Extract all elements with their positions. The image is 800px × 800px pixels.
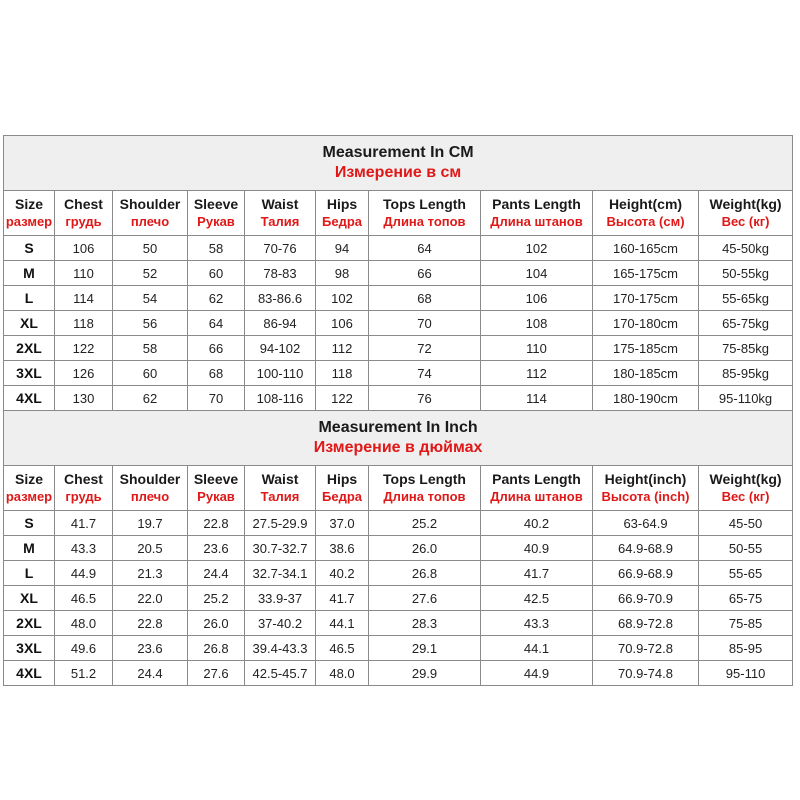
header-label: Hips [326,196,358,212]
cell-shoulder: 21.3 [113,561,188,586]
cell-waist: 42.5-45.7 [245,661,316,686]
cell-tops-length: 72 [369,336,481,361]
cell-size: S [4,511,55,536]
header-label: Pants Length [492,471,581,487]
cell-height: 70.9-74.8 [593,661,699,686]
cell-waist: 33.9-37 [245,586,316,611]
table-row [4,511,793,536]
cell-shoulder: 19.7 [113,511,188,536]
cell-weight: 75-85kg [699,336,793,361]
cell-height: 68.9-72.8 [593,611,699,636]
cell-hips: 94 [316,236,369,261]
table-row [4,561,793,586]
cm-header-tops-length [369,191,481,236]
inch-header-height [593,466,699,511]
inch-header-shoulder [113,466,188,511]
cell-waist: 83-86.6 [245,286,316,311]
cell-height: 160-165cm [593,236,699,261]
inch-header-pants-length [481,466,593,511]
cell-weight: 50-55kg [699,261,793,286]
cell-chest: 49.6 [55,636,113,661]
cell-tops-length: 25.2 [369,511,481,536]
cell-pants-length: 112 [481,361,593,386]
cell-shoulder: 52 [113,261,188,286]
cell-height: 170-175cm [593,286,699,311]
table-row [4,611,793,636]
cell-height: 180-190cm [593,386,699,411]
cm-header-waist [245,191,316,236]
cell-pants-length: 108 [481,311,593,336]
header-label: Sleeve [193,471,239,487]
cell-pants-length: 106 [481,286,593,311]
cell-height: 165-175cm [593,261,699,286]
cell-hips: 40.2 [316,561,369,586]
cell-size: M [4,536,55,561]
cm-title-ru: Измерение в см [334,164,462,181]
cell-sleeve: 58 [188,236,245,261]
header-label: Height(cm) [608,196,683,212]
cm-title-row [4,136,793,191]
cell-weight: 85-95 [699,636,793,661]
cell-pants-length: 41.7 [481,561,593,586]
inch-header-size [4,466,55,511]
cm-header-row [4,191,793,236]
cell-waist: 27.5-29.9 [245,511,316,536]
header-label: Height(inch) [604,471,687,487]
cell-chest: 44.9 [55,561,113,586]
cell-hips: 102 [316,286,369,311]
header-label-ru: Длина топов [383,214,466,229]
cell-pants-length: 104 [481,261,593,286]
cm-header-weight [699,191,793,236]
cell-sleeve: 27.6 [188,661,245,686]
cell-tops-length: 70 [369,311,481,336]
inch-header-sleeve [188,466,245,511]
cell-weight: 65-75 [699,586,793,611]
header-label-ru: грудь [65,214,102,229]
cell-tops-length: 76 [369,386,481,411]
header-label: Waist [261,196,299,212]
inch-title-cell [4,411,793,466]
cell-pants-length: 43.3 [481,611,593,636]
header-label-ru: Длина штанов [490,489,583,504]
cell-size: 4XL [4,386,55,411]
cell-shoulder: 56 [113,311,188,336]
header-label-ru: грудь [65,489,102,504]
cell-shoulder: 22.8 [113,611,188,636]
cell-weight: 55-65kg [699,286,793,311]
cell-chest: 106 [55,236,113,261]
header-label-ru: Бедра [322,214,362,229]
cm-header-hips [316,191,369,236]
header-label: Tops Length [383,196,466,212]
cell-size: L [4,561,55,586]
cell-tops-length: 66 [369,261,481,286]
cell-height: 64.9-68.9 [593,536,699,561]
cell-shoulder: 24.4 [113,661,188,686]
header-label: Chest [64,196,103,212]
inch-header-row [4,466,793,511]
cell-sleeve: 25.2 [188,586,245,611]
cell-height: 63-64.9 [593,511,699,536]
header-label: Weight(kg) [709,196,782,212]
cell-tops-length: 26.0 [369,536,481,561]
cell-weight: 95-110kg [699,386,793,411]
header-label: Shoulder [119,471,181,487]
header-label-ru: Вес (кг) [721,214,770,229]
cell-shoulder: 22.0 [113,586,188,611]
cell-waist: 86-94 [245,311,316,336]
header-label: Sleeve [193,196,239,212]
cell-weight: 75-85 [699,611,793,636]
cell-size: 3XL [4,361,55,386]
cell-size: XL [4,311,55,336]
cell-shoulder: 50 [113,236,188,261]
cell-waist: 32.7-34.1 [245,561,316,586]
header-label: Weight(kg) [709,471,782,487]
cell-sleeve: 66 [188,336,245,361]
cell-hips: 44.1 [316,611,369,636]
cell-hips: 38.6 [316,536,369,561]
cell-sleeve: 68 [188,361,245,386]
header-label-ru: Талия [260,489,300,504]
cell-pants-length: 114 [481,386,593,411]
table-row [4,361,793,386]
table-row [4,386,793,411]
header-label-ru: Длина штанов [490,214,583,229]
cell-sleeve: 24.4 [188,561,245,586]
cell-chest: 122 [55,336,113,361]
cell-size: M [4,261,55,286]
header-label: Size [14,471,43,487]
cell-tops-length: 68 [369,286,481,311]
inch-title-row [4,411,793,466]
cell-chest: 41.7 [55,511,113,536]
cell-sleeve: 62 [188,286,245,311]
cell-hips: 106 [316,311,369,336]
table-row [4,536,793,561]
header-label-ru: размер [5,489,53,504]
cell-chest: 43.3 [55,536,113,561]
cell-waist: 78-83 [245,261,316,286]
cell-waist: 30.7-32.7 [245,536,316,561]
cell-pants-length: 44.9 [481,661,593,686]
cell-sleeve: 60 [188,261,245,286]
cell-weight: 45-50kg [699,236,793,261]
cell-tops-length: 29.9 [369,661,481,686]
cell-chest: 110 [55,261,113,286]
cell-size: L [4,286,55,311]
table-row [4,336,793,361]
cell-chest: 48.0 [55,611,113,636]
cell-sleeve: 22.8 [188,511,245,536]
cell-size: 2XL [4,336,55,361]
cell-size: XL [4,586,55,611]
header-label-ru: Рукав [197,489,235,504]
cell-hips: 46.5 [316,636,369,661]
cell-hips: 112 [316,336,369,361]
header-label-ru: Высота (см) [606,214,685,229]
cell-size: 4XL [4,661,55,686]
header-label-ru: плечо [130,214,170,229]
cell-hips: 122 [316,386,369,411]
cm-header-height [593,191,699,236]
header-label: Waist [261,471,299,487]
cell-sleeve: 26.8 [188,636,245,661]
cell-size: 3XL [4,636,55,661]
cell-weight: 45-50 [699,511,793,536]
cell-tops-length: 28.3 [369,611,481,636]
cell-hips: 118 [316,361,369,386]
cell-tops-length: 64 [369,236,481,261]
cell-height: 66.9-70.9 [593,586,699,611]
cell-waist: 37-40.2 [245,611,316,636]
cell-tops-length: 27.6 [369,586,481,611]
cell-waist: 39.4-43.3 [245,636,316,661]
cell-tops-length: 29.1 [369,636,481,661]
cell-pants-length: 40.9 [481,536,593,561]
cell-sleeve: 64 [188,311,245,336]
cell-tops-length: 74 [369,361,481,386]
inch-header-chest [55,466,113,511]
size-table [3,135,793,686]
header-label-ru: размер [5,214,53,229]
cell-height: 180-185cm [593,361,699,386]
inch-title-ru: Измерение в дюймах [313,439,483,456]
table-row [4,286,793,311]
table-row [4,661,793,686]
cell-sleeve: 23.6 [188,536,245,561]
cell-sleeve: 70 [188,386,245,411]
cell-weight: 95-110 [699,661,793,686]
inch-header-hips [316,466,369,511]
table-row [4,311,793,336]
cell-hips: 98 [316,261,369,286]
cell-tops-length: 26.8 [369,561,481,586]
table-row [4,236,793,261]
cell-chest: 46.5 [55,586,113,611]
header-label-ru: плечо [130,489,170,504]
cell-pants-length: 110 [481,336,593,361]
cm-header-sleeve [188,191,245,236]
inch-header-tops-length [369,466,481,511]
cm-header-pants-length [481,191,593,236]
table-row [4,586,793,611]
header-label: Tops Length [383,471,466,487]
header-label: Chest [64,471,103,487]
cell-sleeve: 26.0 [188,611,245,636]
cell-size: S [4,236,55,261]
cell-pants-length: 102 [481,236,593,261]
header-label-ru: Длина топов [383,489,466,504]
inch-header-waist [245,466,316,511]
cell-shoulder: 23.6 [113,636,188,661]
header-label-ru: Высота (inch) [601,489,690,504]
inch-header-weight [699,466,793,511]
cell-chest: 118 [55,311,113,336]
cell-weight: 55-65 [699,561,793,586]
cell-chest: 51.2 [55,661,113,686]
cm-header-chest [55,191,113,236]
cm-header-size [4,191,55,236]
size-table-body [4,136,793,686]
header-label: Shoulder [119,196,181,212]
cell-height: 66.9-68.9 [593,561,699,586]
cell-shoulder: 60 [113,361,188,386]
cell-waist: 108-116 [245,386,316,411]
cell-waist: 70-76 [245,236,316,261]
cell-hips: 41.7 [316,586,369,611]
cell-chest: 126 [55,361,113,386]
cell-shoulder: 62 [113,386,188,411]
header-label-ru: Рукав [197,214,235,229]
header-label-ru: Талия [260,214,300,229]
header-label-ru: Вес (кг) [721,489,770,504]
cell-hips: 37.0 [316,511,369,536]
header-label: Pants Length [492,196,581,212]
cm-title: Measurement In CM [322,144,474,161]
cell-waist: 100-110 [245,361,316,386]
cell-height: 175-185cm [593,336,699,361]
header-label: Hips [326,471,358,487]
cell-height: 70.9-72.8 [593,636,699,661]
size-chart [3,135,792,686]
cell-weight: 85-95kg [699,361,793,386]
cell-height: 170-180cm [593,311,699,336]
header-label-ru: Бедра [322,489,362,504]
cell-shoulder: 58 [113,336,188,361]
table-row [4,636,793,661]
header-label: Size [14,196,43,212]
cell-shoulder: 20.5 [113,536,188,561]
cell-weight: 65-75kg [699,311,793,336]
cell-weight: 50-55 [699,536,793,561]
cell-pants-length: 42.5 [481,586,593,611]
cell-pants-length: 44.1 [481,636,593,661]
inch-title: Measurement In Inch [318,419,478,436]
cell-size: 2XL [4,611,55,636]
cell-pants-length: 40.2 [481,511,593,536]
cm-header-shoulder [113,191,188,236]
cell-chest: 114 [55,286,113,311]
table-row [4,261,793,286]
cell-hips: 48.0 [316,661,369,686]
cell-chest: 130 [55,386,113,411]
cell-shoulder: 54 [113,286,188,311]
cm-title-cell [4,136,793,191]
cell-waist: 94-102 [245,336,316,361]
